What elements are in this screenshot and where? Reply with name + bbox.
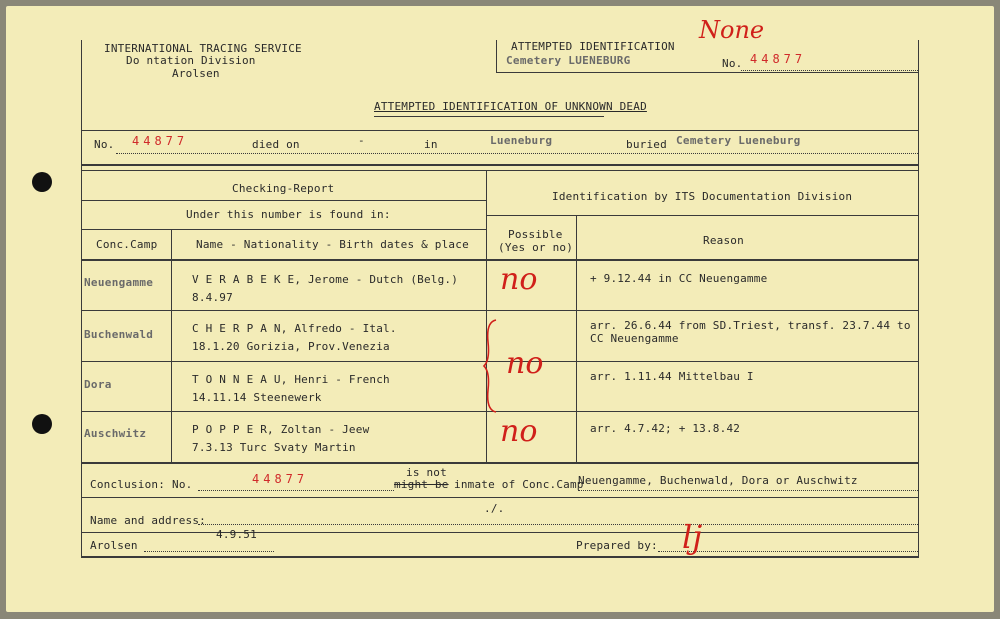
- header-no-value: 44877: [750, 52, 807, 66]
- punch-hole-bottom: [32, 414, 52, 434]
- row1-camp: Neuengamme: [84, 276, 154, 289]
- header-box-bottom-line: [496, 72, 918, 73]
- row4-reason-line1: arr. 4.7.42; + 13.8.42: [590, 422, 741, 435]
- table-mid-divider: [486, 170, 487, 462]
- org-line1: INTERNATIONAL TRACING SERVICE: [104, 42, 302, 55]
- col-name: Name - Nationality - Birth dates & place: [196, 238, 469, 251]
- left-header-line1: Checking-Report: [232, 182, 335, 195]
- in-label: in: [424, 138, 438, 151]
- table-top-line2: [81, 170, 919, 171]
- left-header-line2: Under this number is found in:: [186, 208, 391, 221]
- org-line3: Arolsen: [172, 67, 220, 80]
- conclusion-no-label: No.: [172, 478, 193, 491]
- record-card: [6, 6, 994, 612]
- record-top-line: [81, 130, 919, 131]
- header-box-title: ATTEMPTED IDENTIFICATION: [511, 40, 675, 53]
- row1-name-line1: V E R A B E K E, Jerome - Dutch (Belg.): [192, 273, 459, 286]
- right-header-sep: [486, 215, 919, 216]
- name-address-mark: ./.: [484, 502, 505, 515]
- header-no-label: No.: [722, 57, 743, 70]
- died-on-label: died on: [252, 138, 300, 151]
- row1-bottom-line: [81, 310, 919, 311]
- name-address-label: Name and address:: [90, 514, 206, 527]
- row2-reason-line1: arr. 26.6.44 from SD.Triest, transf. 23.7.44 to: [590, 319, 911, 332]
- hand-no-row4: no: [500, 414, 538, 449]
- hand-no-row1: no: [500, 262, 538, 297]
- name-address-bottom-line: [81, 532, 919, 533]
- org-line2: Do ntation Division: [126, 54, 256, 67]
- row3-camp: Dora: [84, 378, 112, 391]
- row2-name-line2: 18.1.20 Gorizia, Prov.Venezia: [192, 340, 390, 353]
- name-address-dots: [198, 524, 918, 525]
- died-on-value: -: [358, 134, 365, 147]
- in-value: Lueneburg: [490, 134, 553, 147]
- conclusion-inmate-text: inmate of Conc.Camp: [454, 478, 584, 491]
- conclusion-no-dots: [198, 490, 394, 491]
- buried-value: Cemetery Lueneburg: [676, 134, 801, 147]
- conclusion-struck: might be: [394, 478, 449, 491]
- col-camp: Conc.Camp: [96, 238, 158, 251]
- title-underline: [374, 116, 604, 117]
- row1-reason-line1: + 9.12.44 in CC Neuengamme: [590, 272, 768, 285]
- row4-name-line2: 7.3.13 Turc Svaty Martin: [192, 441, 356, 454]
- signature: lj: [682, 518, 703, 556]
- col-possible-1: Possible: [508, 228, 563, 241]
- conclusion-label: Conclusion:: [90, 478, 166, 491]
- row1-name-line2: 8.4.97: [192, 291, 233, 304]
- row3-reason-line1: arr. 1.11.44 Mittelbau I: [590, 370, 754, 383]
- col-reason: Reason: [703, 234, 744, 247]
- col-possible-2: (Yes or no): [498, 241, 574, 254]
- row3-name-line2: 14.11.14 Steenewerk: [192, 391, 322, 404]
- footer-arolsen: Arolsen: [90, 539, 138, 552]
- frame-right-line: [918, 40, 919, 556]
- colhead-bottom-line: [81, 259, 919, 261]
- left-header-sep: [81, 200, 486, 201]
- conclusion-bottom-line: [81, 497, 919, 498]
- header-box-cemetery: Cemetery LUENEBURG: [506, 54, 631, 67]
- header-box-left-line: [496, 40, 497, 72]
- hand-no-row23: no: [506, 346, 544, 381]
- hand-note-none: None: [699, 16, 765, 44]
- hand-bracket-icon: [482, 318, 502, 414]
- conclusion-camps: Neuengamme, Buchenwald, Dora or Auschwitz: [578, 474, 858, 487]
- record-dots: [116, 153, 918, 154]
- row3-name-line1: T O N N E A U, Henri - French: [192, 373, 390, 386]
- conclusion-is-not: is not: [406, 466, 447, 479]
- table-bottom-line: [81, 462, 919, 464]
- punch-hole-top: [32, 172, 52, 192]
- record-no-label: No.: [94, 138, 115, 151]
- footer-prepared-label: Prepared by:: [576, 539, 658, 552]
- row2-reason-line2: CC Neuengamme: [590, 332, 679, 345]
- left-colhead-sep: [81, 229, 486, 230]
- record-no-value: 44877: [132, 134, 189, 148]
- page-title: ATTEMPTED IDENTIFICATION OF UNKNOWN DEAD: [374, 100, 647, 113]
- row2-name-line1: C H E R P A N, Alfredo - Ital.: [192, 322, 397, 335]
- header-no-dots: [741, 70, 918, 71]
- buried-label: buried: [626, 138, 667, 151]
- footer-date: 4.9.51: [216, 528, 257, 541]
- table-camp-divider: [171, 229, 172, 462]
- right-header: Identification by ITS Documentation Division: [552, 190, 853, 203]
- row4-name-line1: P O P P E R, Zoltan - Jeew: [192, 423, 370, 436]
- frame-left-line: [81, 40, 82, 556]
- footer-date-dots: [144, 551, 274, 552]
- table-top-line: [81, 164, 919, 166]
- row4-camp: Auschwitz: [84, 427, 147, 440]
- row2-camp: Buchenwald: [84, 328, 154, 341]
- conclusion-camps-dots: [578, 490, 918, 491]
- conclusion-no-value: 44877: [252, 472, 309, 486]
- table-possible-divider: [576, 215, 577, 462]
- frame-bottom-line: [81, 556, 919, 558]
